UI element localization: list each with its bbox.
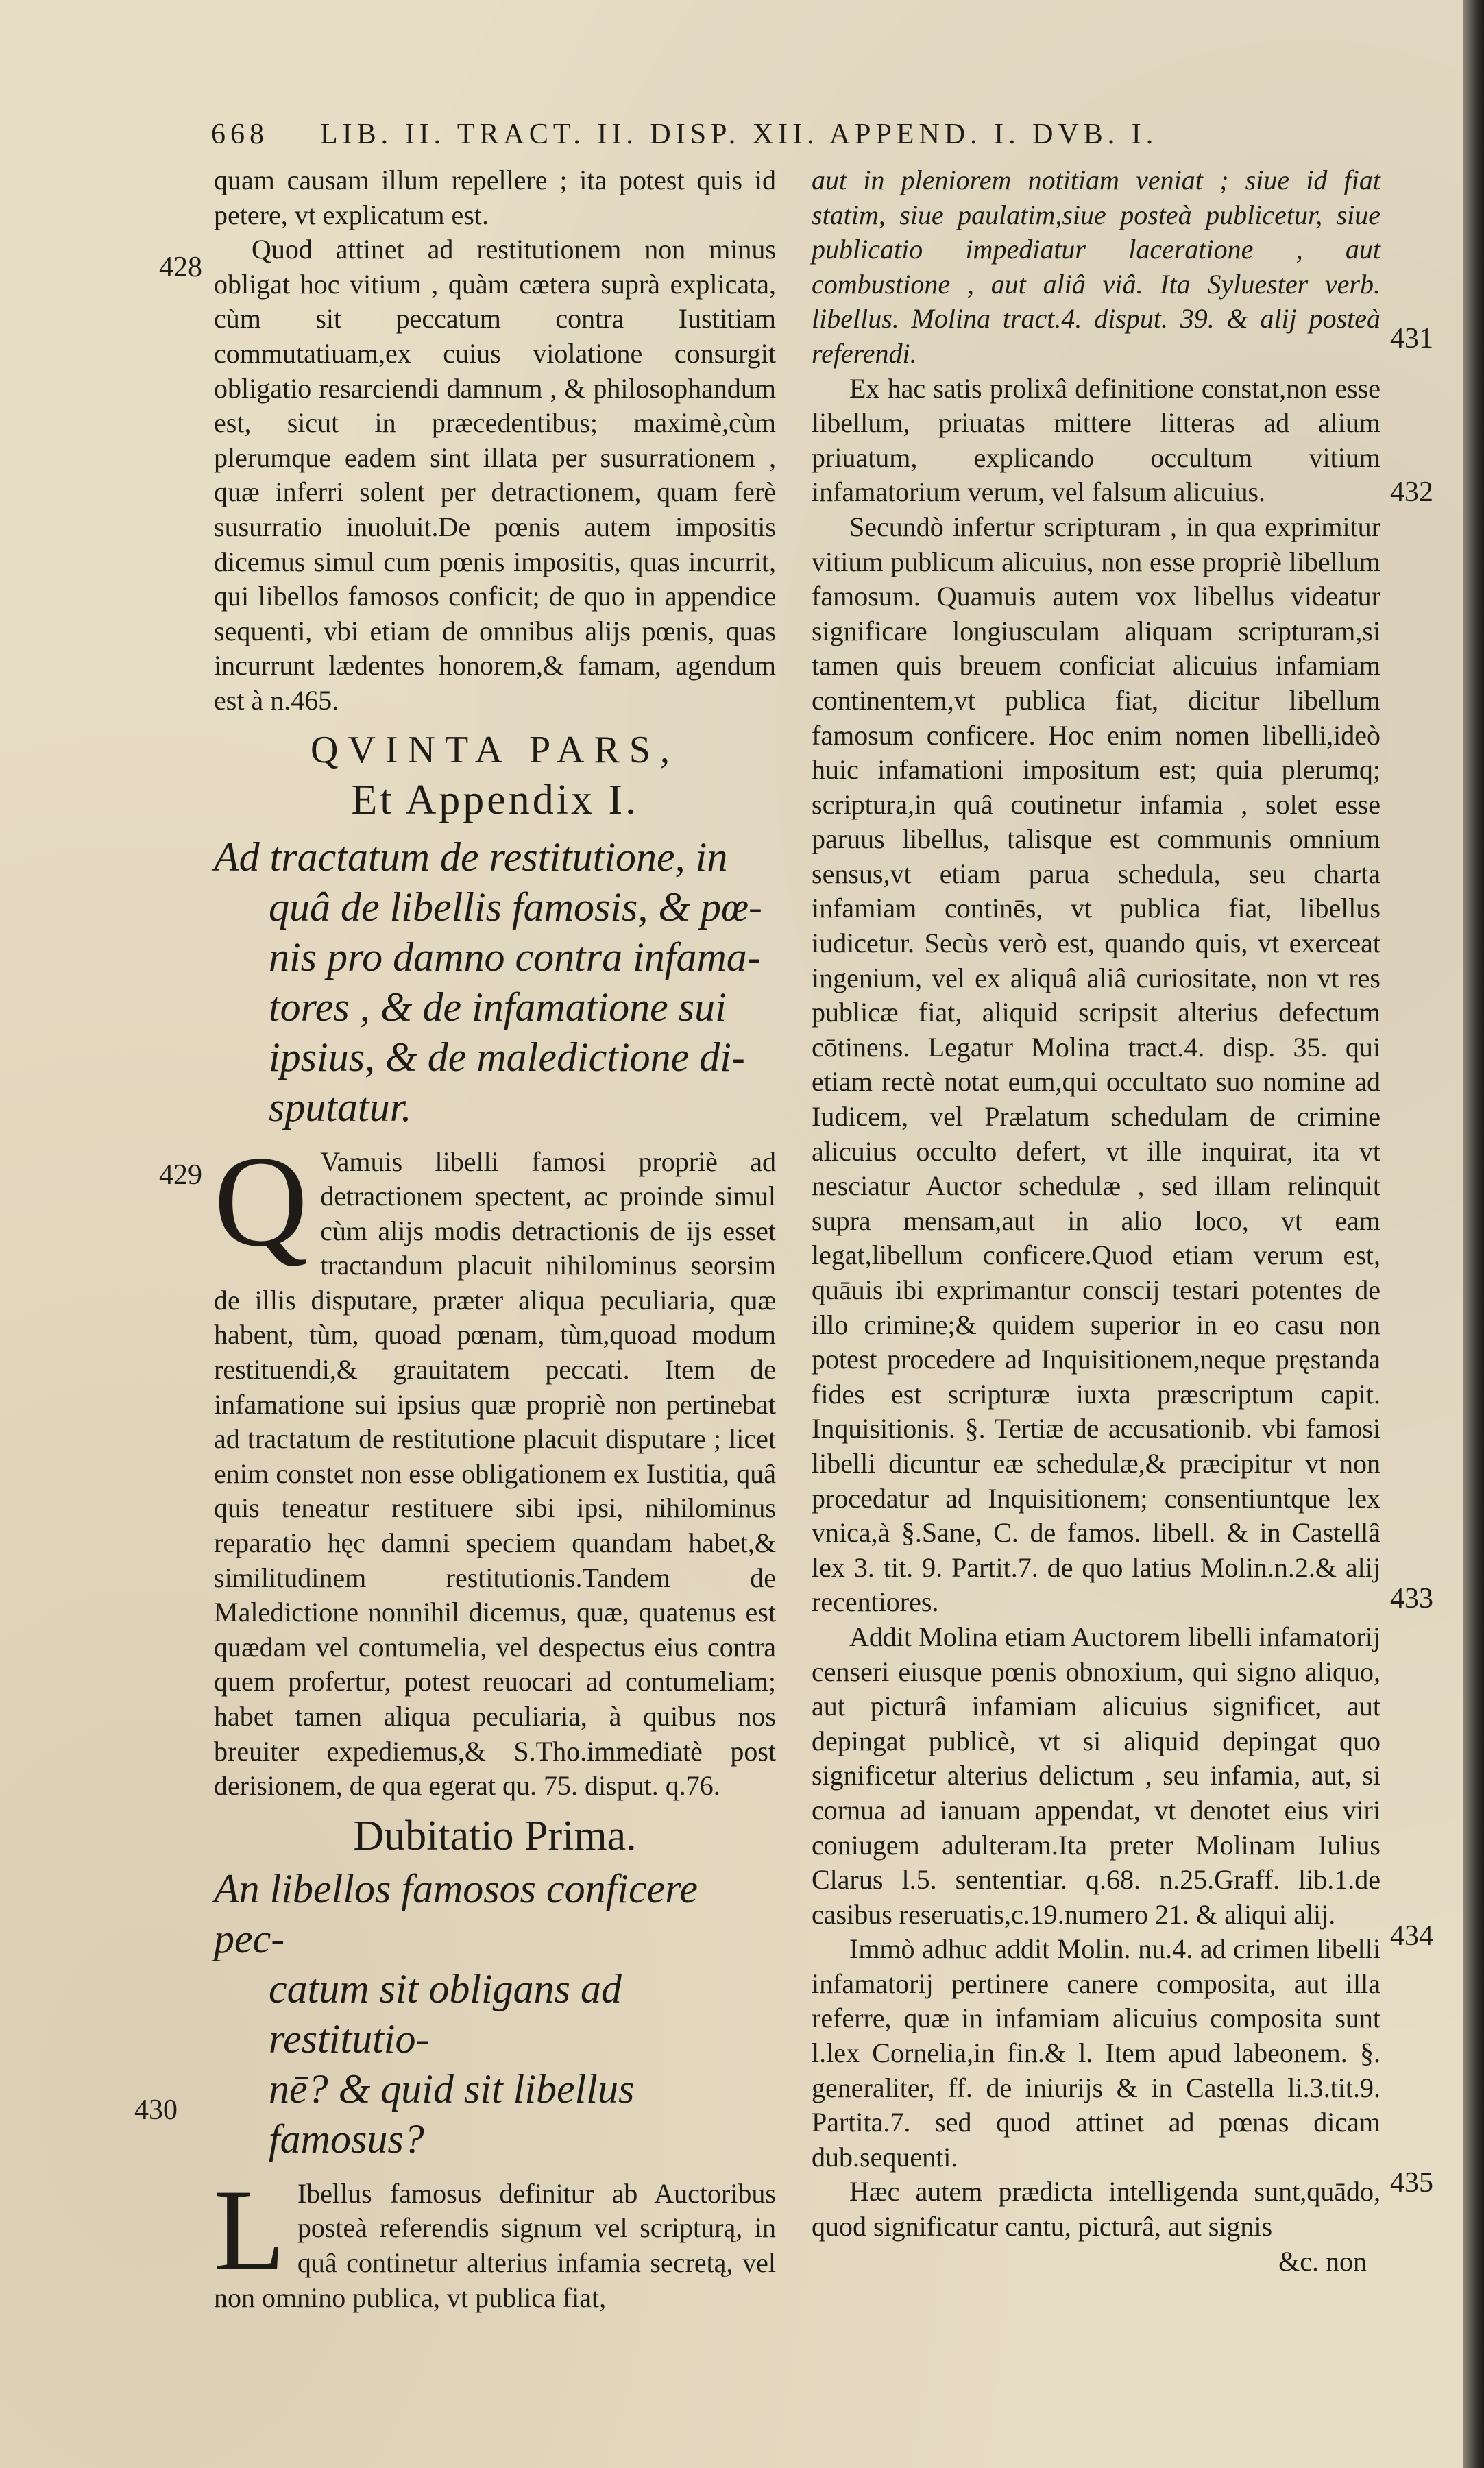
margin-number-428: 428 [159,252,202,283]
paragraph-430 [214,2165,776,2315]
appendix-title-line: nis pro damno contra infama- [269,934,761,980]
margin-number-431: 431 [1390,323,1433,354]
appendix-title-line: tores , & de infamatione sui [269,984,727,1030]
left-column [214,163,776,2315]
paragraph-429-text: Vamuis libelli famosi propriè ad detractionem spectent, ac proinde simul cùm alijs modis detractionis de ijs esset tractandum placuit nihilominus seorsim de illis disputare, præter aliqua peculiaria, quæ habent, tùm, quoad pœnam, tùm,quoad modum restituendi,& grauitatem peccati. Item de infamatione sui ipsius quæ propriè non pertinebat ad tractatum de restitutione placuit disputare ; licet enim constet non esse obligationem ex Iustitia, quâ quis teneatur restituere sibi ipsi, nihilominus reparatio hęc damni speciem quandam habet,& similitudinem restitutionis.Tandem de Maledictione nonnihil dicemus, quæ, quatenus est quædam vel contumelia, vel despectus eius contra quem profertur, potest reuocari ad contumeliam; habet tamen aliqua peculiaria, à quibus nos breuiter expediemus,& S.Tho.immediatè post derisionem, de qua egerat qu. 75. disput. q.76. [214,1146,776,1802]
question-line: An libellos famosos conficere pec- [214,1865,698,1961]
catchword: &c. non [1278,2245,1367,2277]
margin-number-434: 434 [1390,1920,1433,1952]
appendix-title-line: quâ de libellis famosis, & pœ- [269,884,762,930]
margin-number-432: 432 [1390,476,1433,508]
appendix-heading: Et Appendix I. [351,776,639,823]
paragraph-430-text: Ibellus famosus definitur ab Auctoribus posteà referendis signum vel scripturą, in quâ continetur alterius infamia secretą, vel non omnino publica, vt publica fiat, [214,2177,776,2313]
margin-number-435: 435 [1390,2167,1433,2199]
running-title: LIB. II. TRACT. II. DISP. XII. APPEND. I. DVB. I. [320,119,1158,150]
paragraph-continuation-right: aut in pleniorem notitiam veniat ; siue id fiat statim, siue paulatim,siue posteà publicetur, siue publicatio impediatur laceratione , aut combustione , aut aliâ viâ. Ita Syluester verb. libellus. Molina tract.4. disput. 39. & alij posteà referendi. [812,165,1380,369]
dubitatio-heading: Dubitatio Prima. [353,1812,637,1859]
paragraph-429 [214,1129,776,1804]
appendix-title-line: ipsius, & de maledictione di- [269,1034,745,1080]
paragraph-432: Secundò infertur scripturam , in qua exprimitur vitium publicum alicuius, non esse propriè libellum famosum. Quamuis autem vox libellus videatur significare longiusculam aliquam scripturam,si tamen quis breuem conficiat alicuius infamiam continentem,vt publica fiat, dicitur libellum famosum conficere. Hoc enim nomen libelli,ideò huic infamationi impositum est; quia plerumq; scriptura,in quâ coutinetur infamia , solet esse paruus libellus, talisque est communis omnium sensus,vt etiam parua schedula, seu charta infamiam continēs, vt publica fiat, libellus iudicetur. Secùs verò est, quando quis, vt exerceat ingenium, vel ex aliquâ aliâ curiositate, non vt res publicæ fiat, aliquid scripsit alterius defectum cōtinens. Legatur Molina tract.4. disp. 35. qui etiam rectè notat eum,qui occultato suo nomine ad Iudicem, vel Prælatum schedulam de crimine alicuius occulto defert, vt ille inquirat, ita vt nesciatur Auctor schedulæ , sed illam relinquit supra mensam,aut in alio loco, vt eam legat,libellum conficere.Quod etiam verum est, quāuis ibi exprimantur conscij testari potentes de illo crimine;& quidem superior in eo casu non potest procedere ad Inquisitionem,neque pręstanda fides est scripturæ iuxta præscriptum capit. Inquisitionis. §. Tertiæ de accusationib. vbi famosi libelli dicuntur eæ schedulæ,& præcipitur vt non procedatur ad Inquisitionem; consentiuntque lex vnica,à §.Sane, C. de famos. libell. & in Castellâ lex 3. tit. 9. Partit.7. de quo latius Molin.n.2.& alij recentiores. [812,511,1380,1618]
appendix-title-line: sputatur. [269,1084,412,1130]
paragraph-continuation-left: quam causam illum repellere ; ita potest quis id petere, vt explicatum est. [214,165,776,230]
paragraph-433: Addit Molina etiam Auctorem libelli infamatorij censeri eiusque pœnis obnoxium, qui signo aliquo, aut picturâ infamiam alicuius significet, aut depingat publicè, vt si aliquid depingat quo significetur alterius delictum , seu infamia, aut, si cornua ad ianuam appendat, vt denotet eius viri coniugem adulteram.Ita preter Molinam Iulius Clarus l.5. sententiar. q.68. n.25.Graff. lib.1.de casibus reseruatis,c.19.numero 21. & aliqui alij. [812,1621,1380,1930]
page-edge-shadow [1463,0,1484,2468]
appendix-title-line: Ad tractatum de restitutione, in [214,834,728,880]
paragraph-434: Immò adhuc addit Molin. nu.4. ad crimen libelli infamatorij pertinere canere composita, aut illa referre, quæ in infamiam alicuius composita sunt l.lex Cornelia,in fin.& l. Item apud labeonem. §. generaliter, ff. de iniurijs & in Castella li.3.tit.9. Partita.7. sed quod attinet ad pœnas dicam dub.sequenti. [812,1933,1380,2173]
question-line: nē? & quid sit libellus famosus? [269,2066,635,2162]
paragraph-431: Ex hac satis prolixâ definitione constat,non esse libellum, priuatas mittere litteras ad alium priuatum, explicando occultum vitium infamatorium verum, vel falsum alicuius. [812,372,1380,508]
right-column [812,163,1380,2279]
question-line: catum sit obligans ad restitutio- [269,1965,622,2061]
margin-number-433: 433 [1390,1583,1433,1614]
drop-cap-q: Q [214,1129,308,1274]
running-header [211,118,1363,159]
section-heading: QVINTA PARS, [311,728,679,771]
page-number: 668 [211,119,269,150]
question-title [214,1864,776,2164]
drop-cap-l: L [214,2165,285,2295]
margin-number-429: 429 [159,1159,202,1191]
paragraph-428: Quod attinet ad restitutionem non minus obligat hoc vitium , quàm cætera suprà explicata, cùm sit peccatum contra Iustitiam commutatiuam,ex cuius violatione consurgit obligatio resarciendi damnum , & philosophandum est, sicut in præcedentibus; maximè,cùm plerumque eadem sint illata per susurrationem , quæ inferri solent per detractionem, quam ferè susurratio inuoluit.De pœnis autem impositis dicemus simul cum pœnis impositis, quas incurrit, qui libellos famosos conficit; de quo in appendice sequenti, vbi etiam de omnibus alijs pœnis, quas incurrunt lædentes honorem,& famam, agendum est à n.465. [214,234,776,716]
margin-number-430: 430 [134,2094,178,2126]
paragraph-435: Hæc autem prædicta intelligenda sunt,quādo, quod significatur cantu, picturâ, aut signis [812,2176,1380,2242]
appendix-title [214,832,776,1133]
